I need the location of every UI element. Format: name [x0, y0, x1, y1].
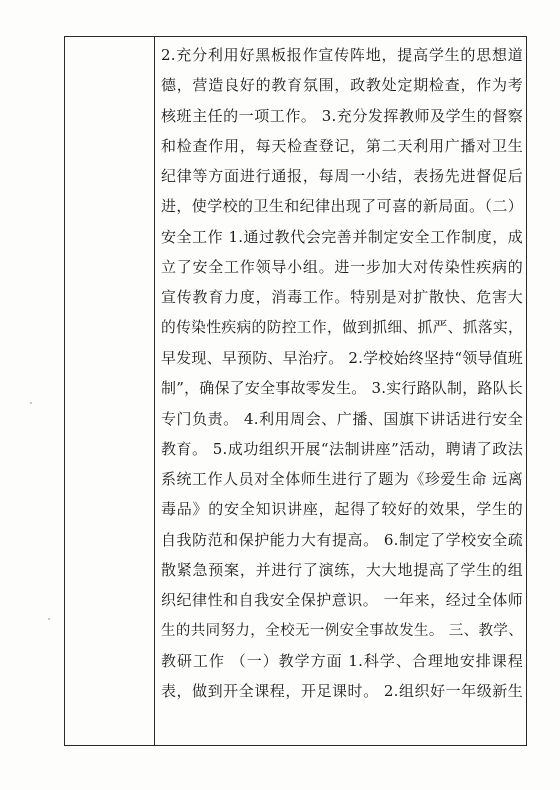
text-line: 专门负责。 4.利用周会、广播、国旗下讲话进行安全 — [161, 409, 523, 428]
text-line: 制”，确保了安全事故零发生。 3.实行路队制，路队长 — [161, 379, 523, 398]
text-line: 和检查作用，每天检查登记，第二天利用广播对卫生 — [161, 136, 523, 155]
text-line: 织纪律性和自我安全保护意识。 一年来，经过全体师 — [161, 591, 523, 610]
document-table — [64, 36, 527, 746]
text-line: 自我防范和保护能力大有提高。 6.制定了学校安全疏 — [161, 530, 523, 549]
text-line: 宣传教育力度，消毒工作。特别是对扩散快、危害大 — [161, 288, 523, 307]
text-line: 毒品》的安全知识讲座，起得了较好的效果，学生的 — [161, 500, 523, 519]
text-line: 散紧急预案，并进行了演练，大大地提高了学生的组 — [161, 561, 523, 580]
text-line: 2.充分利用好黑板报作宣传阵地，提高学生的思想道 — [161, 46, 523, 64]
text-line: 进，使学校的卫生和纪律出现了可喜的新局面。（二） — [161, 197, 523, 216]
text-line: 系统工作人员对全体师生进行了题为《珍爱生命 远离 — [161, 470, 523, 489]
text-line: 教育。 5.成功组织开展“法制讲座”活动，聘请了政法 — [161, 439, 523, 458]
scan-speck — [48, 618, 50, 620]
text-line: 立了安全工作领导小组。进一步加大对传染性疾病的 — [161, 258, 523, 277]
text-line: 德，营造良好的教育氛围，政教处定期检查，作为考 — [161, 76, 523, 95]
text-line: 核班主任的一项工作。 3.充分发挥教师及学生的督察 — [161, 106, 523, 125]
text-line: 表，做到开全课程，开足课时。 2.组织好一年级新生 — [161, 682, 523, 701]
text-line: 生的共同努力，全校无一例安全事故发生。 三、教学、 — [161, 622, 523, 639]
scan-speck — [30, 402, 32, 404]
text-line: 安全工作 1.通过教代会完善并制定安全工作制度，成 — [161, 227, 523, 246]
column-divider — [154, 37, 155, 745]
text-line: 教研工作 （一）教学方面 1.科学、合理地安排课程 — [161, 651, 523, 670]
text-line: 的传染性疾病的防控工作，做到抓细、抓严、抓落实， — [161, 318, 523, 336]
content-cell — [161, 40, 523, 740]
text-line: 早发现、早预防、早治疗。 2.学校始终坚持“领导值班 — [161, 348, 523, 367]
text-line: 纪律等方面进行通报，每周一小结，表扬先进督促后 — [161, 167, 523, 186]
